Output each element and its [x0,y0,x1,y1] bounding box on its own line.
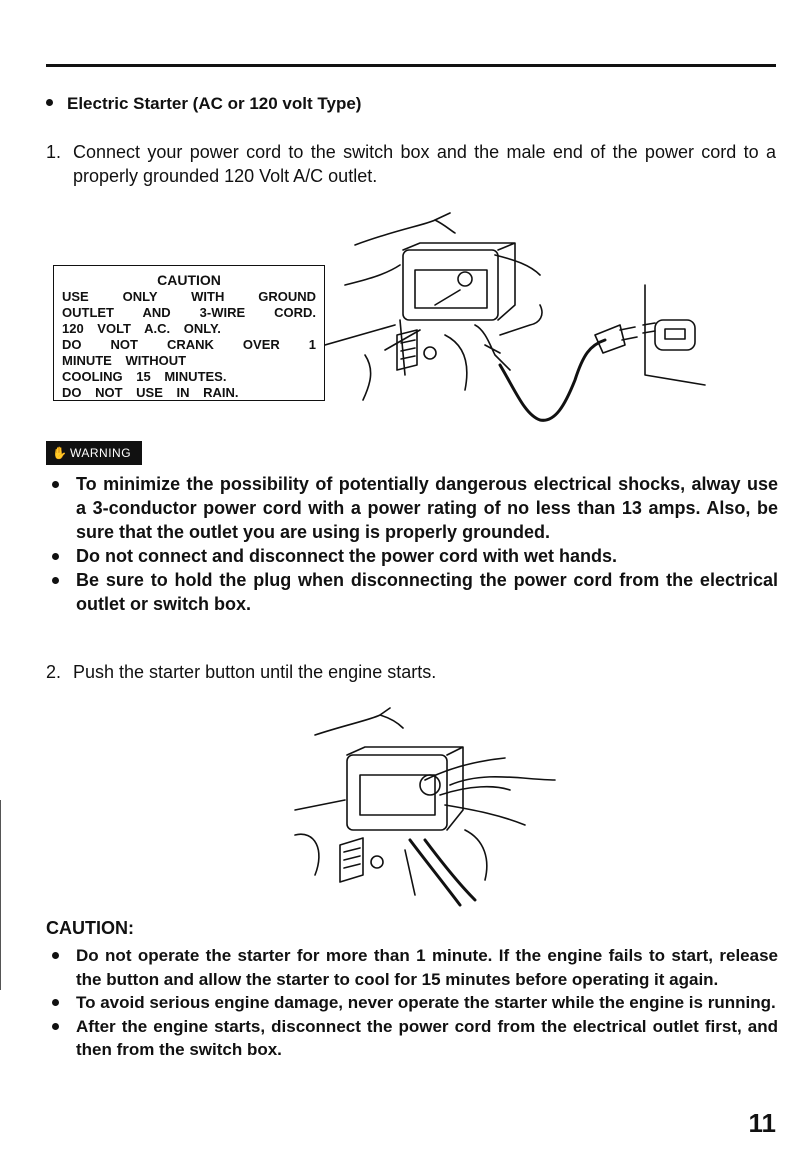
step-number: 2. [46,662,62,682]
caution-label-line: USE ONLY WITH GROUND [62,289,316,304]
hand-warning-icon: ✋ [52,446,68,460]
caution-label-line: DO NOT USE IN RAIN. [62,385,239,400]
list-item: To minimize the possibility of potentially dangerous electrical shocks, alway use a 3-conductor power cord with a power rating of no less than 13 amps. Also, be sure that the outlet you are using is properly grounded. [46,472,778,544]
step-text: Connect your power cord to the switch box and the male end of the power cord to a properly grounded 120 Volt A/C outlet. [73,142,776,186]
caution-label-title: CAUTION [157,272,221,288]
caution-label-line: DO NOT CRANK OVER 1 [62,337,316,352]
top-rule [46,64,776,67]
bullet-dot-icon [46,99,53,106]
caution-label-line: MINUTE WITHOUT [62,353,187,368]
warning-list [46,472,778,616]
scan-margin-line [0,800,1,990]
list-item: To avoid serious engine damage, never operate the starter while the engine is running. [46,991,778,1015]
warning-badge: ✋ WARNING [46,441,142,465]
caution-label-line: OUTLET AND 3-WIRE CORD. [62,305,316,320]
switch-box-cord-illustration [325,205,725,435]
caution-label-box [53,265,325,401]
caution-list [46,944,778,1062]
caution-label-line: COOLING 15 MINUTES. [62,369,227,384]
list-item: Do not connect and disconnect the power cord with wet hands. [46,544,778,568]
step-1 [46,140,776,188]
section-heading: Electric Starter (AC or 120 volt Type) [46,94,361,114]
step-number: 1. [46,142,62,162]
starter-button-illustration [285,700,565,915]
caution-title: CAUTION: [46,918,134,938]
step-text: Push the starter button until the engine starts. [73,662,437,682]
step-2 [46,660,776,684]
list-item: Be sure to hold the plug when disconnecting the power cord from the electrical outlet or switch box. [46,568,778,616]
list-item: After the engine starts, disconnect the power cord from the electrical outlet first, and then from the switch box. [46,1015,778,1062]
caution-label-line: 120 VOLT A.C. ONLY. [62,321,221,336]
list-item: Do not operate the starter for more than 1 minute. If the engine fails to start, release the button and allow the starter to cool for 15 minutes before operating it again. [46,944,778,991]
page-number: 11 [748,1108,776,1138]
